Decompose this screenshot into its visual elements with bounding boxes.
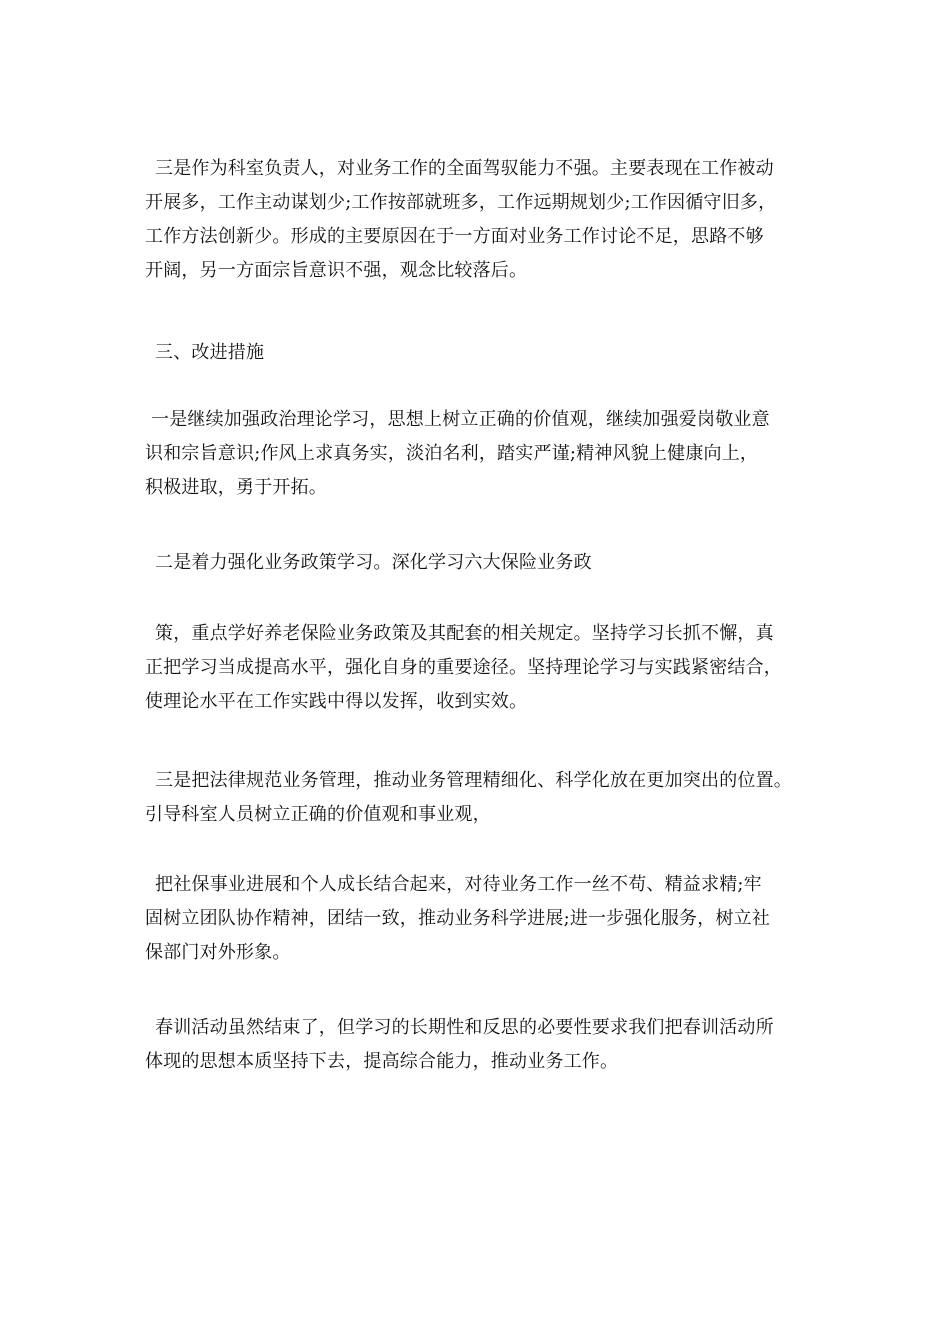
text-line: 策，重点学好养老保险业务政策及其配套的相关规定。坚持学习长抓不懈，真 [155,623,774,644]
text-line: 工作方法创新少。形成的主要原因在于一方面对业务工作讨论不足，思路不够 [145,226,764,247]
text-line: 固树立团队协作精神，团结一致，推动业务科学进展;进一步强化服务，树立社 [145,908,771,929]
text-line: 开阔，另一方面宗旨意识不强，观念比较落后。 [145,260,528,281]
text-line: 引导科室人员树立正确的价值观和事业观， [145,804,491,825]
text-line: 把社保事业进展和个人成长结合起来，对待业务工作一丝不苟、精益求精;牢 [155,874,762,895]
text-line: 开展多，工作主动谋划少;工作按部就班多，工作远期规划少;工作因循守旧多， [145,192,777,213]
paragraph-measure-1 [145,403,815,505]
text-line: 积极进取，勇于开拓。 [145,477,327,498]
text-line: 一是继续加强政治理论学习，思想上树立正确的价值观，继续加强爱岗敬业意 [151,409,770,430]
text-line: 体现的思想本质坚持下去，提高综合能力，推动业务工作。 [145,1051,619,1072]
text-line: 识和宗旨意识;作风上求真务实，淡泊名利，踏实严谨;精神风貌上健康向上， [145,443,759,464]
text-line: 三是作为科室负责人，对业务工作的全面驾驭能力不强。主要表现在工作被动 [155,158,774,179]
text-line: 正把学习当成提高水平，强化自身的重要途径。坚持理论学习与实践紧密结合， [145,657,782,678]
text-line: 春训活动虽然结束了，但学习的长期性和反思的必要性要求我们把春训活动所 [155,1017,774,1038]
paragraph-measure-2-continued [145,617,815,719]
paragraph-weakness-3 [145,152,815,288]
text-line: 二是着力强化业务政策学习。深化学习六大保险业务政 [155,552,592,573]
section-heading: 三、改进措施 [155,342,265,363]
paragraph-measure-2 [145,546,815,580]
paragraph-measure-3 [145,764,815,832]
paragraph-measure-3-continued [145,868,815,970]
section-heading-improvements [145,336,815,370]
text-line: 使理论水平在工作实践中得以发挥，收到实效。 [145,691,528,712]
text-line: 三是把法律规范业务管理，推动业务管理精细化、科学化放在更加突出的位置。 [155,770,792,791]
paragraph-conclusion [145,1011,815,1079]
text-line: 保部门对外形象。 [145,942,291,963]
